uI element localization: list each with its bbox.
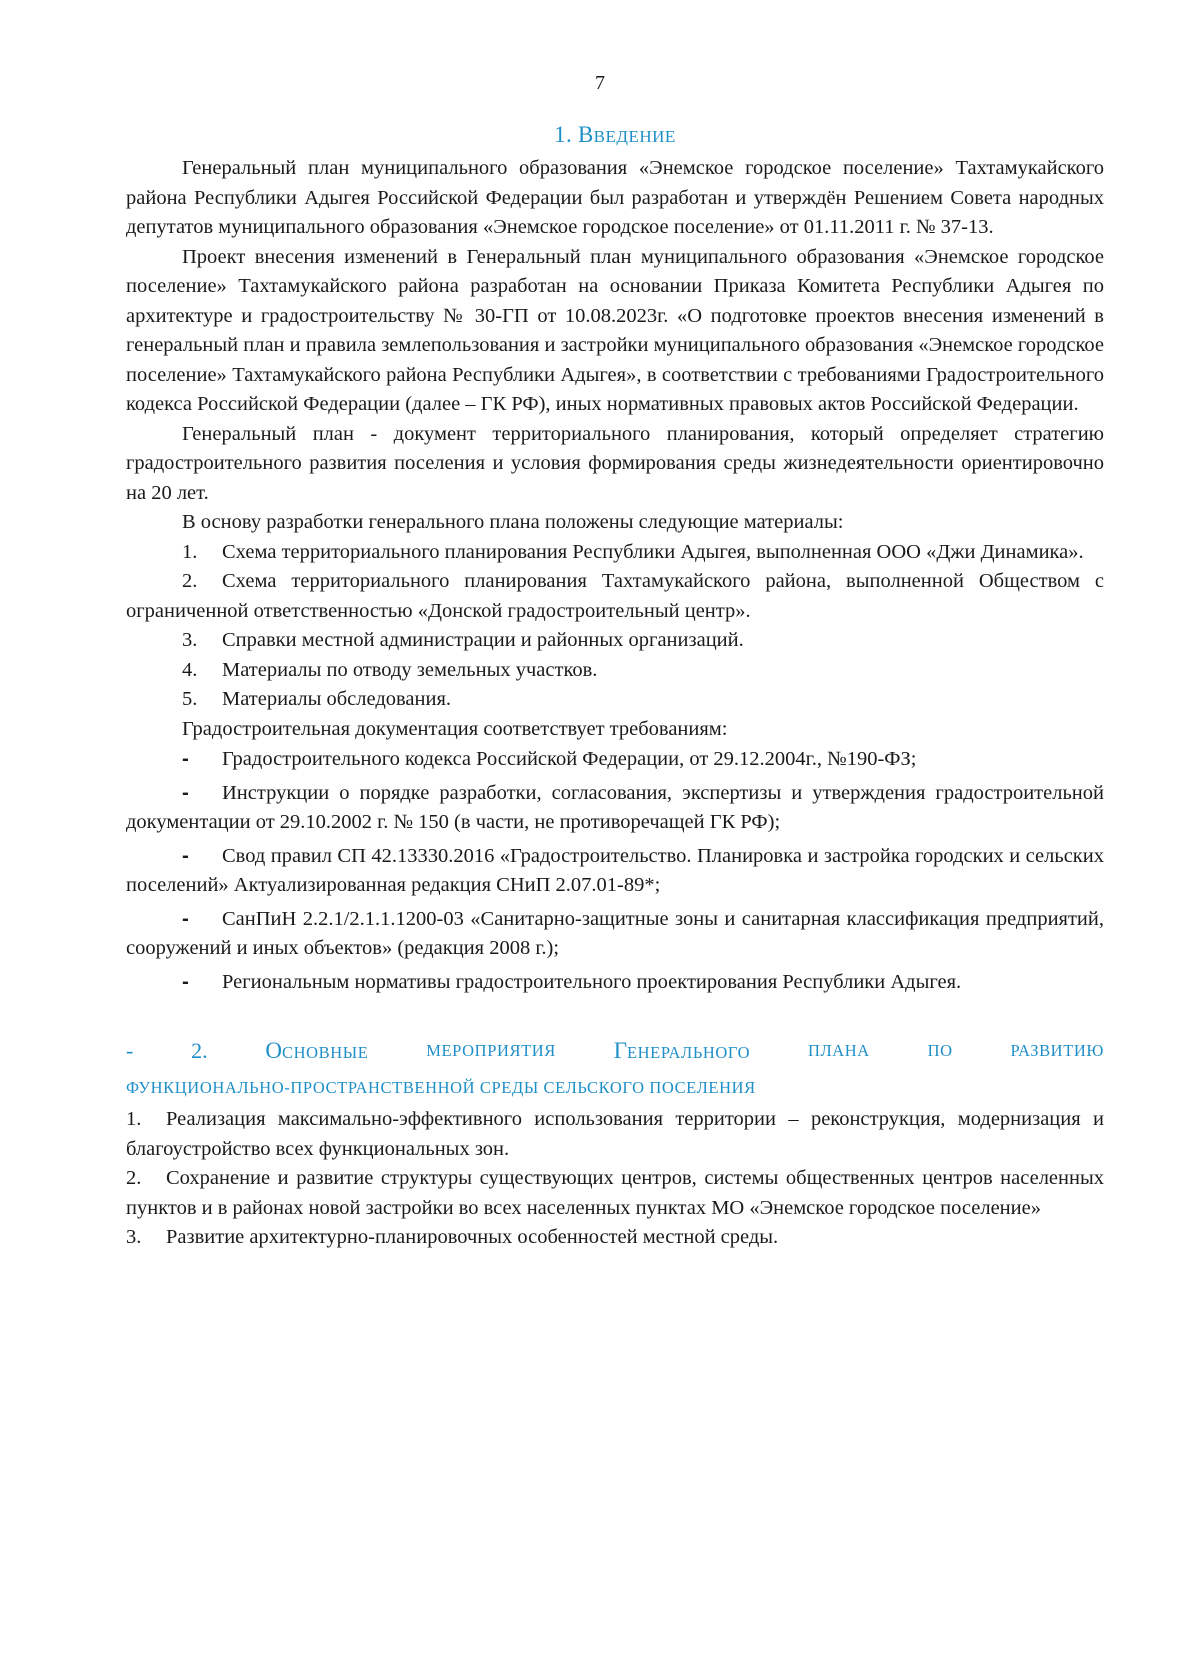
list-number: 5. [182,688,198,710]
requirement-text: Градостроительного кодекса Российской Федерации, от 29.12.2004г., №190-ФЗ; [222,748,917,770]
requirement-text: СанПиН 2.2.1/2.1.1.1200-03 «Санитарно-защитные зоны и санитарная классификация предприятий, сооружений и иных объектов» (редакция 2008 г.); [126,907,1104,959]
section-2-heading-line-2: ФУНКЦИОНАЛЬНО-ПРОСТРАНСТВЕННОЙ СРЕДЫ СЕЛЬСКОГО ПОСЕЛЕНИЯ [126,1078,756,1097]
list-item-text: Схема территориального планирования Тахтамукайского района, выполненной Обществом с ограниченной ответственностью «Донской градостроительный центр». [126,570,1104,622]
requirements-intro: Градостроительная документация соответствует требованиям: [182,717,728,740]
requirement-item [126,967,1104,998]
list-number: 4. [182,658,198,681]
measure-item [126,1105,1104,1164]
section-1-title-rest: ВЕДЕНИЕ [593,127,676,146]
paragraph: Генеральный план муниципального образования «Энемское городское поселение» Тахтамукайского района Республики Адыгея Российской Федерации был разработан и утверждён Решением Совета народных депутатов муниципального образования «Энемское городское поселение» от 01.11.2011 г. № 37-13. [126,157,1104,238]
list-number: 3. [182,629,198,651]
list-item-text: Схема территориального планирования Республики Адыгея, выполненная ООО «Джи Динамика». [222,540,1084,563]
section-1-heading [126,118,1104,154]
materials-list-item [126,656,1104,686]
measure-text: Реализация максимально-эффективного использования территории – реконструкция, модернизация и благоустройство всех функциональных зон. [126,1108,1104,1160]
requirement-item [126,744,1104,775]
list-number: 1. [126,1108,142,1130]
heading-word: ПО [927,1041,953,1060]
requirement-item [126,904,1104,964]
materials-list-item [126,538,1104,568]
measure-text: Развитие архитектурно-планировочных особенностей местной среды. [166,1226,779,1248]
requirement-item [126,778,1104,838]
paragraph: Проект внесения изменений в Генеральный план муниципального образования «Энемское городское поселение» Тахтамукайского района разработан на основании Приказа Комитета Республики Адыгея по архитектуре и градостроительству № 30-ГП от 10.08.2023г. «О подготовке проектов внесения изменений в генеральный план и правила землепользования и застройки муниципального образования «Энемское городское поселение» Тахтамукайского района Республики Адыгея», в соответствии с требованиями Градостроительного кодекса Российской Федерации (далее – ГК РФ), иных нормативных правовых актов Российской Федерации. [126,245,1104,415]
section-2-dash: - [126,1038,134,1063]
list-number: 3. [126,1226,142,1248]
requirement-text: Свод правил СП 42.13330.2016 «Градостроительство. Планировка и застройка городских и сельских поселений» Актуализированная редакция СНиП 2.07.01-89*; [126,844,1104,896]
materials-list-item [126,626,1104,656]
section-2-heading [126,1033,1104,1105]
page-number: 7 [595,72,605,94]
list-number: 1. [182,540,198,563]
materials-list-item [126,567,1104,626]
measure-item [126,1223,1104,1253]
section-2-number: 2. [191,1038,208,1063]
page-content [126,118,1104,1253]
list-number: 2. [182,570,198,592]
heading-word: ОСНОВНЫЕ [265,1038,369,1063]
paragraph: Генеральный план - документ территориального планирования, который определяет стратегию градостроительного развития поселения и условия формирования среды жизнедеятельности ориентировочно на 20 лет. [126,422,1104,504]
heading-word: ГЕНЕРАЛЬНОГО [613,1038,751,1063]
section-1-title-first: В [578,122,594,147]
dash-bullet: - [182,747,189,770]
dash-bullet: - [182,780,189,804]
heading-word: РАЗВИТИЮ [1010,1041,1104,1060]
measure-text: Сохранение и развитие структуры существующих центров, системы общественных центров населенных пунктов и в районах новой застройки во всех населенных пунктах МО «Энемское городское поселение» [126,1167,1104,1219]
list-item-text: Материалы по отводу земельных участков. [222,658,598,681]
list-item-text: Справки местной администрации и районных организаций. [222,629,744,651]
measure-item [126,1164,1104,1223]
section-1-number: 1. [554,122,573,147]
heading-word: МЕРОПРИЯТИЯ [426,1041,556,1060]
section-2-heading-line-1 [126,1033,1104,1070]
materials-list-item [126,685,1104,715]
requirement-item [126,841,1104,901]
dash-bullet: - [182,969,189,993]
dash-bullet: - [182,843,189,867]
heading-word: ПЛАНА [807,1041,870,1060]
paragraph: В основу разработки генерального плана положены следующие материалы: [182,511,844,533]
requirement-text: Инструкции о порядке разработки, согласования, экспертизы и утверждения градостроительной документации от 29.10.2002 г. № 150 (в части, не противоречащей ГК РФ); [126,781,1104,833]
list-number: 2. [126,1167,142,1189]
requirement-text: Региональным нормативы градостроительного проектирования Республики Адыгея. [222,970,962,993]
dash-bullet: - [182,906,189,930]
list-item-text: Материалы обследования. [222,688,452,710]
